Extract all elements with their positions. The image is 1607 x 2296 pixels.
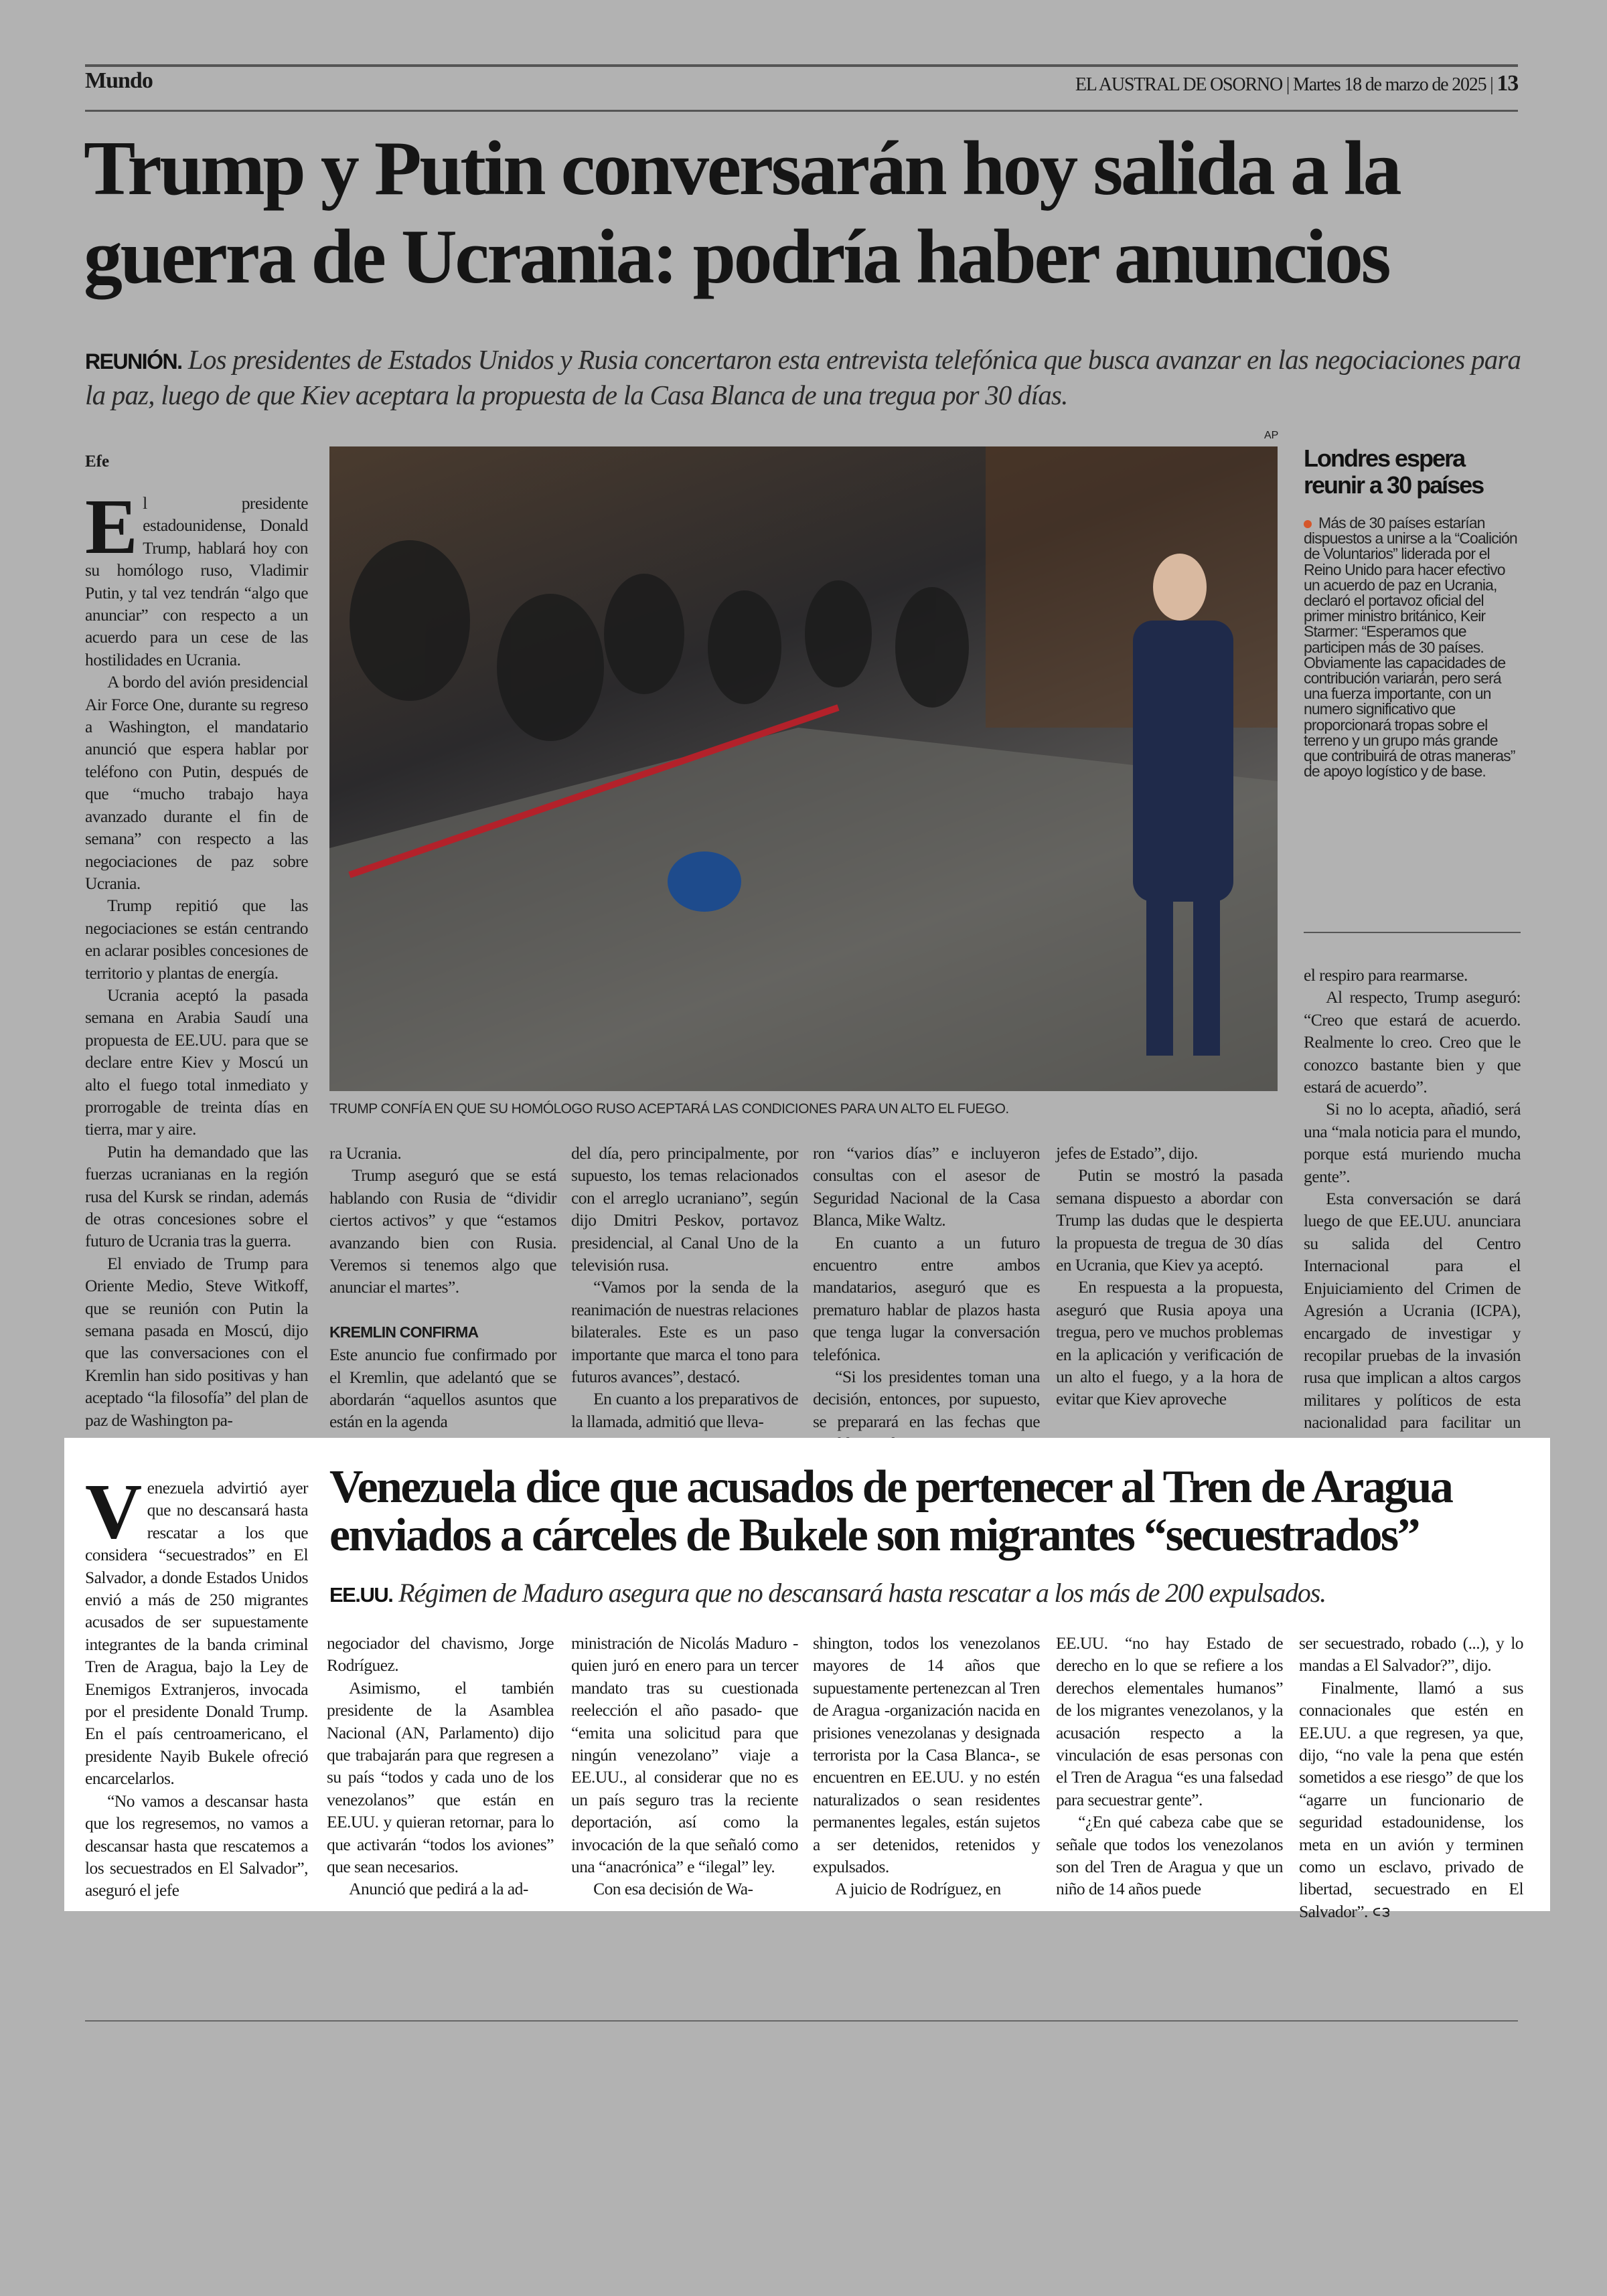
section-name: Mundo <box>85 68 153 93</box>
photo-caption: TRUMP CONFÍA EN QUE SU HOMÓLOGO RUSO ACEPTARÁ LAS CONDICIONES PARA UN ALTO EL FUEGO. <box>329 1101 1009 1117</box>
paragraph: Esta conversación se dará luego de que EE.UU. anunciara su salida del Centro Internacional para el Enjuiciamiento del Crimen de Agresión a Ucrania (ICPA), encargado de investigar y recopilar pruebas de la invasión rusa que implican a altos cargos militares y políticos de esta nacionalidad para facilitar un <box>1304 1187 1521 1456</box>
paragraph: Este anuncio fue confirmado por el Kremlin, que adelantó que se abordarán “aquellos asuntos que están en la agenda <box>329 1345 556 1432</box>
end-of-article-icon <box>1372 1906 1392 1917</box>
paragraph: Putin se mostró la pasada semana dispuesto a abordar con Trump las dudas que le despierta la propuesta de tregua de 30 días en Ucrania, que Kiev ya aceptó. <box>1056 1165 1283 1275</box>
deck-label: EE.UU. <box>329 1583 393 1607</box>
deck-label: REUNIÓN. <box>85 349 182 374</box>
main-column-1 <box>85 483 308 1430</box>
paragraph: el respiro para rearmarse. <box>1304 965 1468 985</box>
byline: Efe <box>85 453 110 471</box>
second-column-5 <box>1056 1632 1283 1906</box>
press-conference-photo <box>329 446 1278 1091</box>
paragraph: Con esa decisión de Wa- <box>593 1879 753 1899</box>
main-column-3 <box>571 1142 798 1430</box>
paragraph: ministración de Nicolás Maduro -quien juró en enero para un tercer mandato tras su cuestionada reelección el año pasado- que “emita una solicitud para que ningún venezolano” viaje a EE.UU., al considerar que no es un país seguro tras la reciente deportación, así como la invocación de la que señaló como una “anacrónica” e “ilegal” ley. <box>571 1633 798 1877</box>
paragraph: A juicio de Rodríguez, en <box>835 1879 1001 1899</box>
second-column-3 <box>571 1632 798 1906</box>
dropcap: V <box>85 1467 142 1555</box>
publication-date: Martes 18 de marzo de 2025 <box>1293 74 1486 95</box>
paragraph: El enviado de Trump para Oriente Medio, Steve Witkoff, que se reunión con Putin la semana pasada en Moscú, dijo que las conversaciones con el Kremlin han sido positivas y han aceptado “la filosofía” del plan de paz de Washington pa- <box>85 1253 308 1430</box>
second-column-1 <box>85 1467 308 1905</box>
main-column-6 <box>1304 964 1521 1432</box>
sidebar-divider <box>1304 932 1521 933</box>
paragraph: Finalmente, llamó a sus connacionales que estén en EE.UU. a que regresen, ya que, dijo, “no vale la pena que estén sometidos a ese riesgo” de que los “agarre un funcionario de seguridad estadounidense, los meta en un avión y terminen como un esclavo, privado de libertad, secuestrado en El Salvador”. <box>1299 1677 1523 1921</box>
paragraph: El presidente estadounidense, Donald Trump, hablará hoy con su homólogo ruso, Vladimir Putin, y tal vez tendrán “algo que anunciar” con respecto a un acuerdo para un cese de las hostilidades en Ucrania. <box>85 483 308 669</box>
header-top-rule <box>85 64 1518 67</box>
paragraph: Asimismo, el también presidente de la Asamblea Nacional (AN, Parlamento) dijo que trabajarán para que regresen a su país “todos y cada uno de los venezolanos” que están en EE.UU. y quieran retornar, para lo que activarán “todos los aviones” que sean necesarios. <box>327 1677 554 1877</box>
paragraph: Trump aseguró que se está hablando con Rusia de “dividir ciertos activos” y que “estamos avanzando bien con Rusia. Veremos si tenemos algo que anunciar el martes”. <box>329 1165 556 1297</box>
paragraph: Trump repitió que las negociaciones se están centrando en aclarar posibles concesiones de territorio y plantas de energía. <box>85 896 308 983</box>
paragraph: Venezuela advirtió ayer que no descansará hasta rescatar a los que considera “secuestrados” en El Salvador, a donde Estados Unidos envió a más de 250 migrantes acusados de ser supuestamente integrantes de la banda criminal Tren de Aragua, bajo la Ley de Enemigos Extranjeros, invocada por el presidente Donald Trump. En el país centroamericano, el presidente Nayib Bukele ofreció encarcelarlos. <box>85 1467 308 1789</box>
masthead-info: EL AUSTRAL DE OSORNO | Martes 18 de marzo de 2025 | 13 <box>1075 71 1518 96</box>
main-column-2 <box>329 1142 556 1430</box>
paragraph: Ucrania aceptó la pasada semana en Arabia Saudí una propuesta de EE.UU. para que se declare entre Kiev y Moscú un alto el fuego total inmediato y prorrogable de treinta días en tierra, mar y aire. <box>85 985 308 1139</box>
sidebar-title: Londres espera reunir a 30 países <box>1304 444 1484 499</box>
paragraph: “No vamos a descansar hasta que los regresemos, no vamos a descansar hasta que rescatemos a los secuestrados en El Salvador”, aseguró el jefe <box>85 1791 308 1900</box>
bullet-icon <box>1304 520 1312 528</box>
paragraph: “Vamos por la senda de la reanimación de nuestras relaciones bilaterales. Este es un paso importante que marca el tono para futuros avances”, destacó. <box>571 1277 798 1387</box>
paragraph: A bordo del avión presidencial Air Force One, durante su regreso a Washington, el mandatario anunció que espera hablar por teléfono con Putin, después de que “mucho trabajo haya avanzado durante el fin de semana” con respecto a las negociaciones de paz sobre Ucrania. <box>85 672 308 893</box>
main-column-5 <box>1056 1142 1283 1430</box>
paragraph: ser secuestrado, robado (...), y lo mandas a El Salvador?”, dijo. <box>1299 1633 1523 1675</box>
paragraph: del día, pero principalmente, por supuesto, los temas relacionados con el arreglo ucraniano”, según dijo Dmitri Peskov, portavoz presidencial, al Canal Uno de la televisión rusa. <box>571 1143 798 1275</box>
paragraph: negociador del chavismo, Jorge Rodríguez. <box>327 1633 554 1675</box>
second-deck <box>329 1577 1528 1609</box>
second-column-2 <box>327 1632 554 1906</box>
sidebar-text: Más de 30 países estarían dispuestos a unirse a la “Coalición de Voluntarios” liderada por el Reino Unido para hacer efectivo un acuerdo de paz en Ucrania, declaró el portavoz oficial del primer ministro británico, Keir Starmer: “Esperamos que participen más de 30 países. Obviamente las capacidades de contribución variarán, pero será una fuerza importante, con un numero significativo que proporcionará tropas sobre el terreno y un grupo más grande que contribuirá de otras maneras” de apoyo logístico y de base. <box>1304 514 1517 781</box>
deck-text: Los presidentes de Estados Unidos y Rusia concertaron esta entrevista telefónica que busca avanzar en las negociaciones para la paz, luego de que Kiev aceptara la propuesta de la Casa Blanca de una tregua por 30 días. <box>85 344 1521 410</box>
paragraph: “Si los presidentes toman una decisión, entonces, por supuesto, se preparará en las fechas que <box>813 1367 1040 1431</box>
deck-text: Régimen de Maduro asegura que no descansará hasta rescatar a los más de 200 expulsados. <box>398 1578 1326 1608</box>
main-column-4 <box>813 1142 1040 1430</box>
paragraph: Anunció que pedirá a la ad- <box>349 1879 528 1899</box>
page-bottom-rule <box>85 2020 1518 2022</box>
dropcap: E <box>85 483 138 570</box>
sidebar-body <box>1304 515 1521 779</box>
paragraph: “¿En qué cabeza cabe que se señale que todos los venezolanos son del Tren de Aragua y que un niño de 14 años puede <box>1056 1812 1283 1899</box>
paragraph: En cuanto a un futuro encuentro entre ambos mandatarios, aseguró que es prematuro hablar de plazos hasta que tenga lugar la conversación telefónica. <box>813 1232 1040 1364</box>
second-headline: Venezuela dice que acusados de pertenecer al Tren de Aragua enviados a cárceles de Bukele son migrantes “secuestrados” <box>329 1461 1452 1561</box>
page-number: 13 <box>1497 71 1518 96</box>
paragraph: EE.UU. “no hay Estado de derecho en lo que se refiere a los derechos elementales humanos” de los migrantes venezolanos, y la acusación respecto a la vinculación de esas personas con el Tren de Aragua “es una falsedad para secuestrar gente”. <box>1056 1633 1283 1809</box>
paragraph: ra Ucrania. <box>329 1143 402 1163</box>
subheading: KREMLIN CONFIRMA <box>329 1323 479 1341</box>
paragraph: En respuesta a la propuesta, aseguró que Rusia apoya una tregua, pero ve muchos problemas en la aplicación y verificación de un alto el fuego, y a la hora de evitar que Kiev aproveche <box>1056 1277 1283 1409</box>
second-column-4 <box>813 1632 1040 1906</box>
main-headline: Trump y Putin conversarán hoy salida a la guerra de Ucrania: podría haber anuncios <box>84 126 1400 300</box>
paragraph: shington, todos los venezolanos mayores de 14 años que supuestamente pertenezcan al Tren de Aragua -organización nacida en prisiones venezolanas y designada terrorista por la Casa Blanca-, se encuentren en EE.UU. y no estén naturalizados o sean residentes permanentes legales, están sujetos a ser detenidos, retenidos y expulsados. <box>813 1633 1040 1877</box>
second-column-6 <box>1299 1632 1523 1921</box>
paragraph: Si no lo acepta, añadió, será una “mala noticia para el mundo, porque está muriendo mucha gente”. <box>1304 1099 1521 1186</box>
main-photo <box>329 446 1278 1091</box>
paragraph: ron “varios días” e incluyeron consultas con el asesor de Seguridad Nacional de la Casa Blanca, Mike Waltz. <box>813 1143 1040 1230</box>
header-bottom-rule <box>85 110 1518 112</box>
main-deck <box>85 343 1525 412</box>
paragraph: Putin ha demandado que las fuerzas ucranianas en la región rusa del Kursk se rindan, además de otras concesiones sobre el futuro de Ucrania tras la guerra. <box>85 1141 308 1251</box>
photo-credit: AP <box>1264 430 1279 441</box>
paragraph: Al respecto, Trump aseguró: “Creo que estará de acuerdo. Realmente lo creo. Creo que le conozco bastante bien y que estará de acuerdo”. <box>1304 987 1521 1097</box>
paragraph: En cuanto a los preparativos de la llamada, admitió que lleva- <box>571 1389 798 1431</box>
paragraph: jefes de Estado”, dijo. <box>1056 1143 1198 1163</box>
newspaper-name: EL AUSTRAL DE OSORNO <box>1075 74 1282 95</box>
